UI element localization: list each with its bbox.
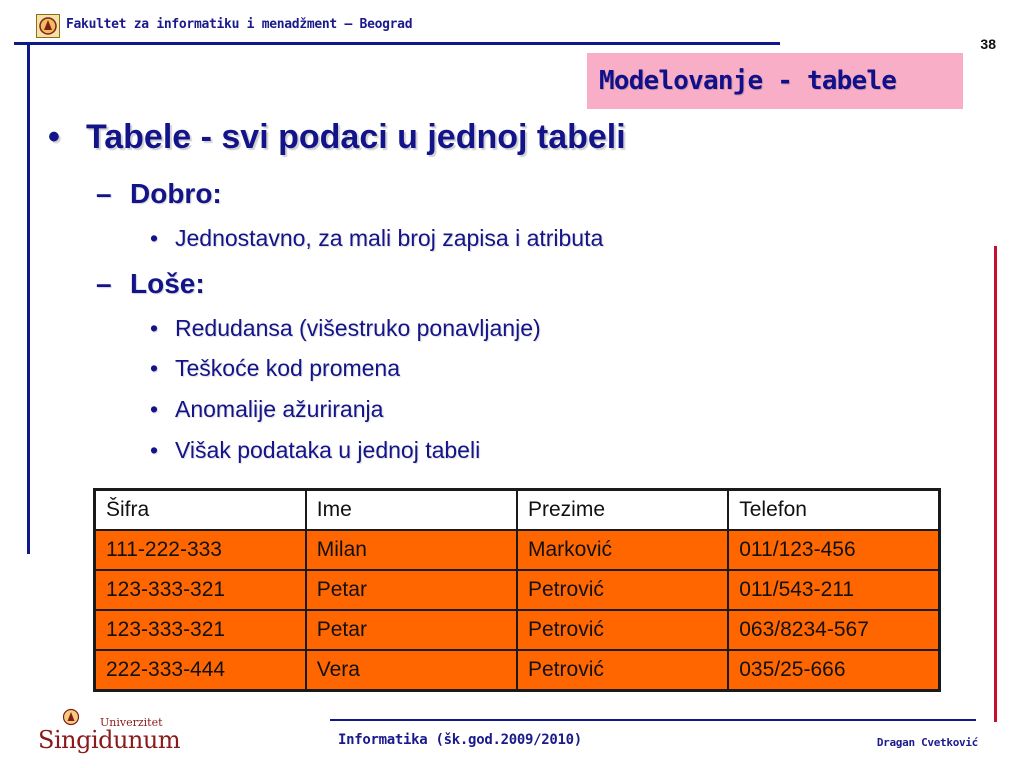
table-row	[95, 570, 940, 610]
bullet-marker: •	[150, 396, 159, 422]
bullet-marker: •	[150, 315, 159, 341]
table-cell: 111-222-333	[95, 530, 306, 570]
list-item	[150, 225, 603, 252]
table-row	[95, 610, 940, 650]
list-item-text: Redudansa (višestruko ponavljanje)	[175, 315, 541, 341]
sub-heading-good-text: Dobro:	[130, 178, 222, 209]
table-row	[95, 530, 940, 570]
slide-title: Modelovanje - tabele	[599, 66, 897, 96]
list-item-text: Anomalije ažuriranja	[175, 396, 384, 422]
table-cell: Petar	[306, 610, 517, 650]
table-cell: 222-333-444	[95, 650, 306, 691]
university-crest-icon	[62, 708, 80, 726]
data-table	[93, 488, 941, 692]
table-cell: 123-333-321	[95, 610, 306, 650]
right-rule	[994, 246, 997, 722]
table-cell: 123-333-321	[95, 570, 306, 610]
table-header-row	[95, 490, 940, 531]
faculty-logo	[36, 14, 60, 38]
table-cell: Petrović	[517, 570, 728, 610]
table-row	[95, 650, 940, 691]
bullet-marker: •	[150, 437, 159, 463]
bullet-marker: •	[150, 355, 159, 381]
list-item	[150, 396, 383, 423]
table-cell: 035/25-666	[728, 650, 939, 691]
header-rule	[14, 42, 780, 45]
table-cell: Petrović	[517, 650, 728, 691]
table-header-cell: Ime	[306, 490, 517, 531]
table-header-cell: Telefon	[728, 490, 939, 531]
bullet-main	[48, 118, 626, 157]
table-cell: Vera	[306, 650, 517, 691]
university-name: Singidunum	[38, 726, 181, 754]
list-item	[150, 315, 541, 342]
table-cell: Milan	[306, 530, 517, 570]
list-item	[150, 355, 400, 382]
faculty-name: Fakultet za informatiku i menadžment – Beograd	[66, 17, 413, 32]
left-rule	[27, 42, 30, 554]
bullet-marker: •	[150, 225, 159, 251]
bullet-main-text: Tabele - svi podaci u jednoj tabeli	[86, 118, 626, 156]
author-name: Dragan Cvetković	[876, 736, 978, 749]
dash-marker: –	[96, 268, 112, 299]
table-cell: Petar	[306, 570, 517, 610]
list-item-text: Teškoće kod promena	[175, 355, 401, 381]
table-cell: 011/543-211	[728, 570, 939, 610]
bullet-marker: •	[48, 118, 60, 156]
sub-heading-bad-text: Loše:	[130, 268, 205, 299]
table-cell: Marković	[517, 530, 728, 570]
table-cell: 063/8234-567	[728, 610, 939, 650]
table-header-cell: Šifra	[95, 490, 306, 531]
table-cell: Petrović	[517, 610, 728, 650]
list-item	[150, 437, 480, 464]
slide-title-box	[587, 53, 963, 109]
table-cell: 011/123-456	[728, 530, 939, 570]
sub-heading-bad	[96, 268, 205, 300]
page-number: 38	[980, 36, 996, 52]
university-label: Univerzitet	[100, 716, 163, 729]
faculty-crest-icon	[37, 15, 59, 37]
list-item-text: Višak podataka u jednoj tabeli	[175, 437, 481, 463]
footer-rule	[330, 719, 976, 721]
list-item-text: Jednostavno, za mali broj zapisa i atributa	[175, 225, 604, 251]
sub-heading-good	[96, 178, 222, 210]
table-header-cell: Prezime	[517, 490, 728, 531]
course-name: Informatika (šk.god.2009/2010)	[338, 732, 582, 748]
dash-marker: –	[96, 178, 112, 209]
